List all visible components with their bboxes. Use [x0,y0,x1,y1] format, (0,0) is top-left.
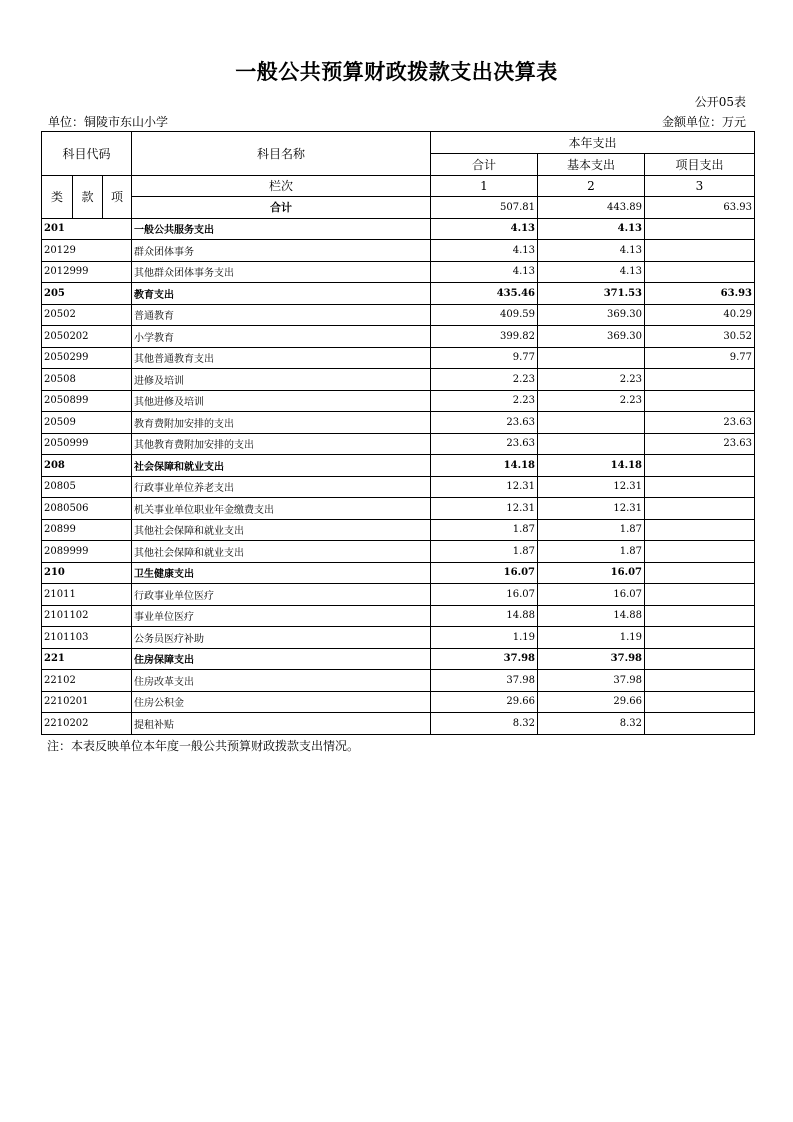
row-name: 其他社会保障和就业支出 [132,519,431,541]
header-col3: 3 [645,175,755,197]
row-basic: 369.30 [538,304,645,326]
money-unit-label: 金额单位：万元 [661,115,746,129]
row-basic [538,347,645,369]
row-name: 教育支出 [132,283,431,305]
row-code: 221 [42,648,132,670]
row-project [645,498,755,520]
row-total: 9.77 [431,347,538,369]
row-basic: 12.31 [538,476,645,498]
row-code: 22102 [42,670,132,692]
row-total: 16.07 [431,562,538,584]
table-row [42,369,755,391]
table-row [42,326,755,348]
row-basic: 4.13 [538,218,645,240]
row-total: 12.31 [431,476,538,498]
row-name: 事业单位医疗 [132,605,431,627]
row-project [645,218,755,240]
row-name: 一般公共服务支出 [132,218,431,240]
row-code: 2210201 [42,691,132,713]
table-row [42,670,755,692]
row-name: 公务员医疗补助 [132,627,431,649]
header-code: 科目代码 [42,132,132,176]
expense-table [41,131,755,735]
row-code: 21011 [42,584,132,606]
table-row [42,627,755,649]
row-project [645,584,755,606]
row-basic: 12.31 [538,498,645,520]
row-project: 63.93 [645,283,755,305]
table-row [42,218,755,240]
table-row [42,562,755,584]
row-basic: 37.98 [538,648,645,670]
row-name: 住房改革支出 [132,670,431,692]
row-project [645,390,755,412]
row-name: 住房保障支出 [132,648,431,670]
row-name: 提租补贴 [132,713,431,735]
row-code: 2050202 [42,326,132,348]
table-row [42,584,755,606]
row-total: 2.23 [431,369,538,391]
row-basic [538,412,645,434]
row-basic: 16.07 [538,584,645,606]
row-project [645,240,755,262]
table-row [42,519,755,541]
row-project [645,261,755,283]
table-row [42,713,755,735]
header-col2: 2 [538,175,645,197]
header-year-expense: 本年支出 [431,132,755,154]
header-lei: 类 [42,175,73,218]
table-row [42,347,755,369]
row-total: 1.19 [431,627,538,649]
row-code: 210 [42,562,132,584]
row-total: 14.18 [431,455,538,477]
row-project [645,627,755,649]
row-total: 2.23 [431,390,538,412]
row-basic: 14.18 [538,455,645,477]
row-basic: 4.13 [538,240,645,262]
row-code: 2050899 [42,390,132,412]
row-code: 2101103 [42,627,132,649]
row-project [645,519,755,541]
table-row [42,476,755,498]
header-name: 科目名称 [132,132,431,176]
row-project [645,541,755,563]
row-code: 20502 [42,304,132,326]
row-basic: 4.13 [538,261,645,283]
row-project [645,670,755,692]
table-row [42,541,755,563]
table-row [42,498,755,520]
row-code: 20899 [42,519,132,541]
row-project [645,713,755,735]
row-code: 201 [42,218,132,240]
row-basic [538,433,645,455]
row-total: 4.13 [431,218,538,240]
row-code: 208 [42,455,132,477]
row-basic: 1.87 [538,519,645,541]
row-code: 20805 [42,476,132,498]
row-project [645,605,755,627]
row-basic: 14.88 [538,605,645,627]
row-code: 2210202 [42,713,132,735]
row-name: 卫生健康支出 [132,562,431,584]
header-total: 合计 [431,154,538,176]
row-code: 20509 [42,412,132,434]
row-project [645,476,755,498]
row-project: 9.77 [645,347,755,369]
total-row-project: 63.93 [645,197,755,219]
row-total: 1.87 [431,519,538,541]
header-col1: 1 [431,175,538,197]
row-total: 14.88 [431,605,538,627]
row-name: 住房公积金 [132,691,431,713]
row-basic: 8.32 [538,713,645,735]
table-row [42,240,755,262]
table-row [42,605,755,627]
table-row [42,261,755,283]
row-code: 2101102 [42,605,132,627]
row-total: 23.63 [431,433,538,455]
row-name: 行政事业单位养老支出 [132,476,431,498]
row-project: 23.63 [645,412,755,434]
row-total: 1.87 [431,541,538,563]
row-name: 机关事业单位职业年金缴费支出 [132,498,431,520]
total-row-label: 合计 [132,197,431,219]
page-title: 一般公共预算财政拨款支出决算表 [235,60,558,84]
total-row-total: 507.81 [431,197,538,219]
row-code: 2012999 [42,261,132,283]
header-kuan: 款 [73,175,103,218]
row-total: 29.66 [431,691,538,713]
row-name: 其他进修及培训 [132,390,431,412]
row-total: 12.31 [431,498,538,520]
row-total: 37.98 [431,648,538,670]
table-row [42,390,755,412]
row-code: 2080506 [42,498,132,520]
header-project: 项目支出 [645,154,755,176]
row-name: 行政事业单位医疗 [132,584,431,606]
row-name: 其他群众团体事务支出 [132,261,431,283]
table-row [42,304,755,326]
row-project: 23.63 [645,433,755,455]
row-total: 4.13 [431,240,538,262]
row-code: 20129 [42,240,132,262]
row-basic: 1.19 [538,627,645,649]
row-basic: 2.23 [538,390,645,412]
row-total: 4.13 [431,261,538,283]
row-total: 435.46 [431,283,538,305]
row-name: 进修及培训 [132,369,431,391]
row-name: 其他社会保障和就业支出 [132,541,431,563]
row-basic: 37.98 [538,670,645,692]
row-project [645,648,755,670]
row-basic: 2.23 [538,369,645,391]
row-basic: 16.07 [538,562,645,584]
row-basic: 1.87 [538,541,645,563]
row-total: 16.07 [431,584,538,606]
row-total: 399.82 [431,326,538,348]
total-row-basic: 443.89 [538,197,645,219]
row-name: 其他教育费附加安排的支出 [132,433,431,455]
row-total: 409.59 [431,304,538,326]
row-name: 群众团体事务 [132,240,431,262]
table-row [42,433,755,455]
unit-label: 单位：铜陵市东山小学 [48,115,169,129]
table-row [42,648,755,670]
row-project [645,691,755,713]
row-code: 20508 [42,369,132,391]
table-body [42,218,755,734]
row-name: 其他普通教育支出 [132,347,431,369]
table-row [42,455,755,477]
table-row [42,412,755,434]
row-name: 普通教育 [132,304,431,326]
row-code: 2050999 [42,433,132,455]
header-xiang: 项 [103,175,132,218]
form-number: 公开05表 [694,95,746,109]
row-code: 205 [42,283,132,305]
row-project [645,562,755,584]
header-basic: 基本支出 [538,154,645,176]
row-name: 小学教育 [132,326,431,348]
row-project [645,455,755,477]
table-row [42,691,755,713]
row-project [645,369,755,391]
header-column-order: 栏次 [132,175,431,197]
row-basic: 371.53 [538,283,645,305]
row-basic: 369.30 [538,326,645,348]
row-total: 23.63 [431,412,538,434]
row-name: 教育费附加安排的支出 [132,412,431,434]
footnote: 注：本表反映单位本年度一般公共预算财政拨款支出情况。 [47,739,360,753]
row-name: 社会保障和就业支出 [132,455,431,477]
table-row [42,283,755,305]
row-basic: 29.66 [538,691,645,713]
row-code: 2050299 [42,347,132,369]
row-total: 8.32 [431,713,538,735]
row-code: 2089999 [42,541,132,563]
row-total: 37.98 [431,670,538,692]
row-project: 30.52 [645,326,755,348]
row-project: 40.29 [645,304,755,326]
